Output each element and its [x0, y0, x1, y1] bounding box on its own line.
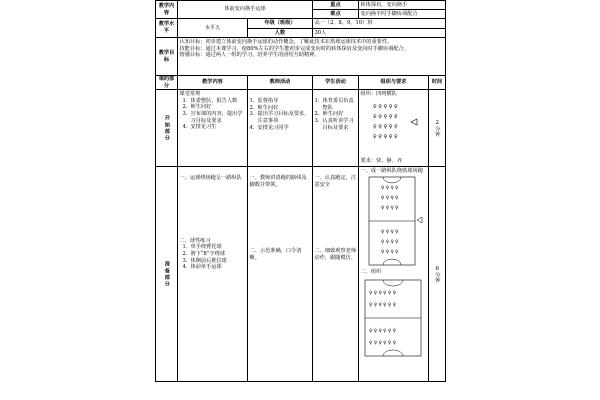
- court-key-top: [383, 280, 403, 286]
- level-label: 教学水平: [156, 19, 178, 38]
- grade-label: 年级（班级）: [248, 19, 313, 29]
- prep-drill-item: 2. 胯下“8”字绕球: [182, 250, 226, 257]
- prep-item2: 二、球性练习: [179, 237, 211, 244]
- runner-row: ♀ ♀ ♀ ♀: [380, 195, 398, 201]
- col-part: 课的部分: [156, 76, 178, 90]
- court-drill-diagram: [361, 276, 427, 360]
- opening-title: 课堂常规: [179, 91, 201, 98]
- prep-drill-item: 1. 单手绕臂托球: [182, 244, 222, 251]
- runner-row: ♀ ♀ ♀ ♀: [380, 205, 398, 211]
- prep-teacher2: 二、示范准确，口令清晰。: [249, 248, 302, 261]
- opening-teacher-item: 3. 提出学习目标及要求，注意事项: [249, 111, 310, 124]
- opening-student-item: 2. 师生问好: [314, 111, 344, 118]
- runner-row: ♀ ♀ ♀ ♀: [380, 249, 398, 255]
- court-key-bottom: [383, 259, 401, 265]
- runner-row: ♀ ♀ ♀ ♀: [380, 229, 398, 235]
- opening-content-item: 3. 宣布课的内容，提出学习目标及要求: [182, 110, 243, 124]
- teacher-marker-icon: [417, 217, 422, 223]
- col-content: 教学内容: [178, 76, 248, 90]
- col-teacher: 教师活动: [248, 76, 313, 90]
- grade-value: 高一（2、8、9、10）班: [313, 19, 446, 29]
- skill-objective: 技能目标：通过本课学习，使80%左右的学生能初步完成变向时的转体探肩及变向时手脚协调配合。: [179, 45, 409, 52]
- opening-content-item: 4. 安排见习生: [182, 124, 217, 131]
- opening-teacher-item: 1. 监督指导: [249, 98, 279, 105]
- count-value: 30人: [313, 29, 446, 38]
- formation-row: ♀ ♀ ♀ ♀ ♀: [372, 123, 398, 130]
- prep-drill-item: 4. 体前单手运球: [182, 264, 222, 271]
- four-row-formation-diagram: [361, 98, 427, 156]
- prep-org1: 一、成一路纵队绕篮球场跑: [360, 168, 423, 175]
- prep-teacher1: 一、教师讲清跑的路线及脚数并带领。: [249, 175, 307, 188]
- opening-teacher-item: 4. 安排见习同学: [249, 124, 289, 131]
- runner-markers: [381, 185, 398, 255]
- col-student: 学生活动: [313, 76, 359, 90]
- difficulty-value: 变向换手时手脚协调配合: [359, 10, 446, 19]
- cognitive-objective: 认知目标：初步建立体前变向换手运球的动作概念，了解此技术在篮球运球技术中的重要性。: [179, 39, 393, 45]
- content-value: 体前变向换手运球: [178, 1, 313, 19]
- prep-drill-item: 3. 体侧前后推拉球: [182, 257, 227, 264]
- col-time: 时间: [429, 76, 446, 90]
- court-run-diagram: [361, 175, 427, 267]
- drill-row: ♀ ♀ ♀ ♀ ♀ ♀: [368, 302, 396, 308]
- court-key-bottom: [383, 350, 403, 356]
- level-value: 水平五: [178, 19, 248, 38]
- opening-part-label: 开始部分: [163, 114, 170, 142]
- formation-row: ♀ ♀ ♀ ♀ ♀: [372, 133, 398, 140]
- opening-org-title: 组织：四列横队: [360, 91, 397, 98]
- drill-row: ♀ ♀ ♀ ♀ ♀ ♀: [368, 340, 396, 346]
- formation-row: ♀ ♀ ♀ ♀ ♀: [372, 103, 398, 110]
- runner-row: ♀ ♀ ♀ ♀: [380, 185, 398, 191]
- opening-time: 2分钟: [434, 119, 441, 137]
- opening-student-item: 1. 体育委员负责整队: [314, 98, 354, 111]
- opening-teacher-item: 2. 师生问好: [249, 104, 279, 111]
- lesson-plan-table: [155, 0, 446, 382]
- content-label: 教学内容: [156, 1, 178, 19]
- objectives-label: 教学目标: [156, 38, 178, 76]
- key-label: 重点: [313, 1, 359, 10]
- drill-row: ♀ ♀ ♀ ♀ ♀ ♀: [368, 328, 396, 334]
- col-org: 组织与要求: [359, 76, 429, 90]
- opening-content-item: 2. 师生问好: [182, 104, 212, 111]
- lesson-plan-sheet: [155, 0, 445, 400]
- prep-student1: 一、认真跑定，注意安全: [314, 175, 357, 188]
- difficulty-label: 难点: [313, 10, 359, 19]
- student-rows: [373, 104, 398, 140]
- prep-part-label: 准备部分: [163, 260, 170, 288]
- prep-org2: 二、组织: [360, 269, 382, 276]
- prep-student2: 二、细致观察老师动作，跟随模仿。: [314, 248, 357, 261]
- runner-row: ♀ ♀ ♀ ♀: [380, 239, 398, 245]
- emotional-objective: 情感目标：通过两人一组的学习，培养学生的团结互助精神。: [179, 52, 320, 59]
- count-label: 人数: [248, 29, 313, 38]
- drill-row: ♀ ♀ ♀ ♀ ♀ ♀: [368, 290, 396, 296]
- prep-item1: 一、运球绕场跑呈一路纵队: [179, 175, 242, 182]
- teacher-marker-icon: [411, 119, 417, 125]
- court-key-top: [383, 177, 401, 183]
- key-value: 转体探肩，变向换手: [359, 1, 446, 10]
- opening-student-item: 3. 认真听讲学习目标及要求: [314, 117, 354, 131]
- opening-org-req: 要求：快、静、齐: [360, 158, 403, 165]
- prep-time: 6分钟: [434, 265, 441, 283]
- formation-row: ♀ ♀ ♀ ♀ ♀: [372, 113, 398, 120]
- opening-content-item: 1. 体委整队，报告人数: [182, 97, 238, 104]
